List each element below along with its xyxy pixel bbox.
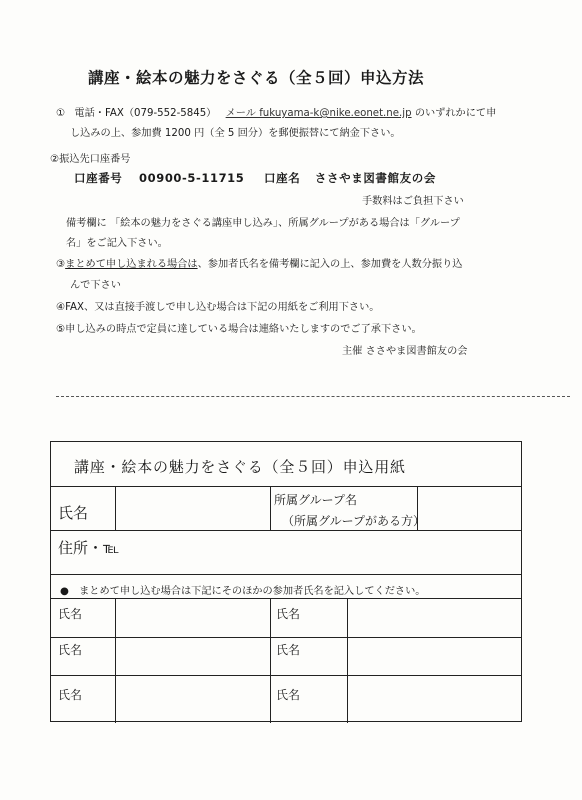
item3-mark: ③	[56, 259, 66, 270]
group-label: 所属グループ名	[274, 493, 358, 507]
item2-heading: ②振込先口座番号	[50, 154, 131, 165]
memo-line2: 名」をご記入下さい。	[66, 238, 168, 249]
memo-line1: 備考欄に 「絵本の魅力をさぐる講座申し込み」、所属グループがある場合は「グループ	[66, 218, 460, 229]
item1-mark: ①	[56, 108, 66, 119]
item4: ④FAX、又は直接手渡しで申し込む場合は下記の用紙をご利用下さい。	[56, 302, 380, 313]
group-instruction: ● まとめて申し込む場合は下記にそのほかの参加者氏名を記入してください。	[60, 586, 426, 597]
account-row	[74, 170, 244, 186]
account-name-label: 口座名	[264, 171, 301, 185]
participant-name-field[interactable]	[348, 638, 520, 674]
participant-name-label: 氏名	[276, 688, 301, 702]
fee-note: 手数料はご負担下さい	[362, 196, 464, 207]
item1-line1	[56, 104, 496, 119]
group-field[interactable]	[418, 487, 520, 529]
participant-name-field[interactable]	[116, 638, 268, 674]
item1-mail-link[interactable]: メール fukuyama-k@nike.eonet.ne.jp	[225, 108, 412, 119]
participant-name-label: 氏名	[58, 688, 83, 702]
page-title: 講座・絵本の魅力をさぐる（全５回）申込方法	[88, 69, 425, 87]
participant-name-label: 氏名	[58, 643, 83, 657]
item3-line2: んで下さい	[70, 280, 121, 291]
participant-name-field[interactable]	[348, 599, 520, 635]
item1-tail: のいずれかにて申	[414, 108, 497, 119]
form-divider-v	[270, 486, 271, 530]
item1-contact: 電話・FAX（079-552-5845）	[74, 108, 217, 119]
account-number: 00900-5-11715	[139, 171, 245, 185]
address-label: 住所・℡	[58, 539, 120, 557]
item3-underlined: まとめて申し込まれる場合は	[65, 259, 198, 270]
cut-line	[56, 396, 570, 397]
item1-line2: し込みの上、参加費 1200 円（全 5 回分）を郵便振替にて納金下さい。	[70, 128, 401, 139]
group-note: （所属グループがある方）	[282, 514, 426, 528]
organizer: 主催 ささやま図書館友の会	[342, 346, 468, 357]
account-name-row	[264, 170, 436, 186]
participant-name-field[interactable]	[116, 676, 268, 720]
participant-name-field[interactable]	[348, 676, 520, 720]
participant-name-label: 氏名	[276, 643, 301, 657]
name-label: 氏名	[58, 504, 89, 522]
address-field[interactable]	[116, 531, 520, 573]
item3-rest: 、参加者氏名を備考欄に記入の上、参加費を人数分振り込	[197, 259, 463, 270]
form-title: 講座・絵本の魅力をさぐる（全５回）申込用紙	[74, 458, 406, 476]
item3-line1	[56, 255, 462, 270]
form-divider-v	[270, 598, 271, 723]
item5: ⑤申し込みの時点で定員に達している場合は連絡いたしますのでご了承下さい。	[56, 324, 422, 335]
participant-name-label: 氏名	[58, 607, 83, 621]
name-field[interactable]	[116, 487, 268, 529]
account-name: ささやま図書館友の会	[314, 171, 436, 185]
participant-name-field[interactable]	[116, 599, 268, 635]
participant-name-label: 氏名	[276, 607, 301, 621]
form-divider	[51, 574, 521, 575]
account-number-label: 口座番号	[74, 171, 123, 185]
